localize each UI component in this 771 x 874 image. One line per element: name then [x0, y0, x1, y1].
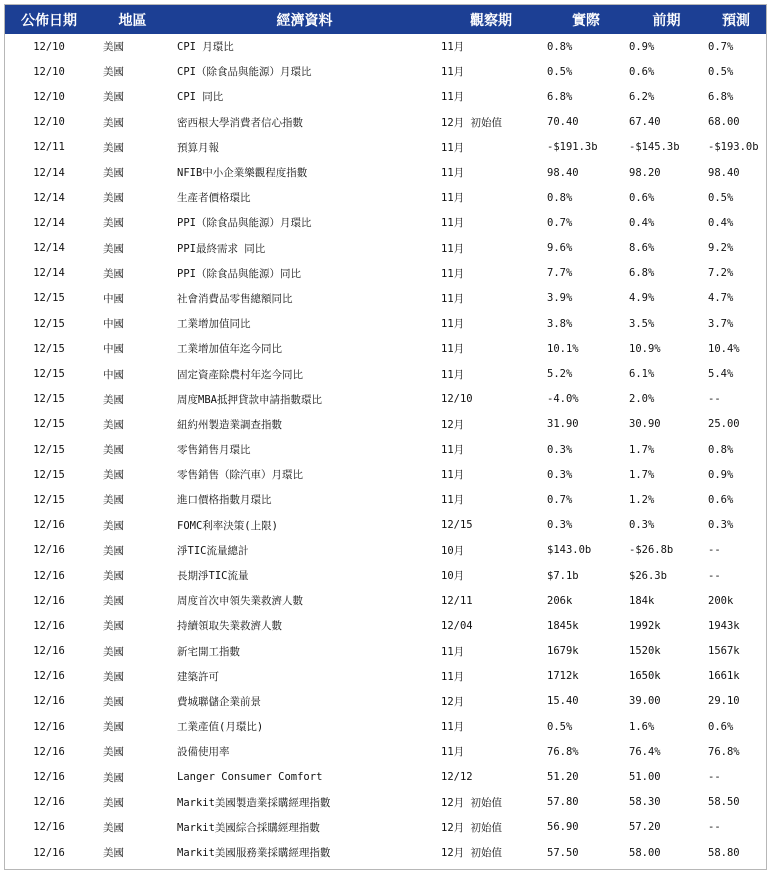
cell-date: 12/15: [33, 368, 65, 381]
cell-forecast: 25.00: [708, 418, 740, 431]
cell-forecast: --: [708, 569, 721, 582]
cell-date: 12/15: [33, 317, 65, 330]
cell-actual: 7.7%: [547, 267, 573, 280]
cell-period: 11月: [441, 444, 465, 457]
cell-indicator: 進口價格指數月環比: [177, 494, 272, 507]
cell-indicator: 新宅開工指數: [177, 645, 240, 658]
cell-actual: 56.90: [547, 821, 579, 834]
cell-forecast: 0.5%: [708, 191, 734, 204]
cell-actual: 5.2%: [547, 368, 573, 381]
cell-actual: 10.1%: [547, 342, 579, 355]
cell-actual: -$191.3b: [547, 141, 598, 154]
cell-period: 11月: [441, 167, 465, 180]
cell-period: 12月 初始值: [441, 821, 502, 834]
cell-actual: 15.40: [547, 695, 579, 708]
table-row: [5, 311, 766, 336]
cell-date: 12/10: [33, 116, 65, 129]
table-row: [5, 160, 766, 185]
cell-indicator: 社會消費品零售總額同比: [177, 292, 293, 305]
cell-date: 12/15: [33, 468, 65, 481]
cell-region: 美國: [103, 141, 124, 154]
cell-date: 12/14: [33, 216, 65, 229]
table-row: [5, 110, 766, 135]
table-row: [5, 437, 766, 462]
cell-previous: 1.7%: [629, 443, 655, 456]
cell-forecast: --: [708, 771, 721, 784]
cell-date: 12/16: [33, 846, 65, 859]
cell-actual: 0.3%: [547, 519, 573, 532]
table-row: [5, 361, 766, 386]
cell-actual: 0.3%: [547, 443, 573, 456]
cell-actual: 76.8%: [547, 745, 579, 758]
cell-period: 11月: [441, 343, 465, 356]
cell-indicator: 零售銷售（除汽車）月環比: [177, 469, 303, 482]
cell-period: 11月: [441, 91, 465, 104]
table-row: [5, 59, 766, 84]
cell-region: 中國: [103, 343, 124, 356]
cell-actual: $7.1b: [547, 569, 579, 582]
table-body: [5, 34, 766, 865]
cell-date: 12/14: [33, 191, 65, 204]
table-row: [5, 210, 766, 235]
table-row: [5, 588, 766, 613]
cell-previous: 57.20: [629, 821, 661, 834]
cell-forecast: 10.4%: [708, 342, 740, 355]
cell-region: 美國: [103, 519, 124, 532]
cell-period: 11月: [441, 494, 465, 507]
cell-previous: 76.4%: [629, 745, 661, 758]
table-row: [5, 462, 766, 487]
cell-forecast: 9.2%: [708, 242, 734, 255]
cell-forecast: 1567k: [708, 645, 740, 658]
cell-region: 美國: [103, 645, 124, 658]
cell-indicator: Langer Consumer Comfort: [177, 771, 323, 784]
cell-indicator: 生產者價格環比: [177, 192, 251, 205]
table-row: [5, 815, 766, 840]
table-row: [5, 840, 766, 865]
cell-previous: 98.20: [629, 166, 661, 179]
cell-date: 12/16: [33, 594, 65, 607]
cell-region: 美國: [103, 167, 124, 180]
cell-period: 11月: [441, 292, 465, 305]
cell-indicator: 零售銷售月環比: [177, 444, 251, 457]
cell-region: 美國: [103, 267, 124, 280]
cell-date: 12/10: [33, 65, 65, 78]
cell-previous: 1.6%: [629, 720, 655, 733]
cell-date: 12/16: [33, 745, 65, 758]
cell-previous: 10.9%: [629, 342, 661, 355]
cell-forecast: 200k: [708, 594, 734, 607]
cell-actual: 57.50: [547, 846, 579, 859]
cell-previous: 0.6%: [629, 65, 655, 78]
cell-region: 美國: [103, 41, 124, 54]
economic-calendar-table: [4, 4, 767, 870]
cell-indicator: 固定資產除農村年迄今同比: [177, 368, 303, 381]
cell-actual: 3.8%: [547, 317, 573, 330]
cell-actual: 0.3%: [547, 468, 573, 481]
cell-actual: 0.7%: [547, 493, 573, 506]
cell-indicator: 建築許可: [177, 670, 219, 683]
cell-actual: 206k: [547, 594, 573, 607]
cell-previous: 184k: [629, 594, 655, 607]
cell-date: 12/16: [33, 771, 65, 784]
cell-previous: 1520k: [629, 645, 661, 658]
cell-period: 10月: [441, 544, 465, 557]
cell-previous: 2.0%: [629, 393, 655, 406]
cell-actual: 0.7%: [547, 216, 573, 229]
cell-region: 中國: [103, 292, 124, 305]
cell-date: 12/15: [33, 493, 65, 506]
cell-indicator: NFIB中小企業樂觀程度指數: [177, 167, 308, 180]
cell-previous: 51.00: [629, 771, 661, 784]
cell-previous: 39.00: [629, 695, 661, 708]
cell-previous: 6.2%: [629, 90, 655, 103]
cell-region: 美國: [103, 544, 124, 557]
cell-forecast: 3.7%: [708, 317, 734, 330]
cell-previous: 0.9%: [629, 40, 655, 53]
cell-indicator: 工業增加值年迄今同比: [177, 343, 282, 356]
table-row: [5, 412, 766, 437]
cell-previous: 0.4%: [629, 216, 655, 229]
cell-forecast: 0.4%: [708, 216, 734, 229]
cell-date: 12/16: [33, 619, 65, 632]
cell-period: 12/10: [441, 393, 473, 406]
cell-forecast: 0.7%: [708, 40, 734, 53]
table-row: [5, 689, 766, 714]
cell-forecast: 68.00: [708, 116, 740, 129]
cell-date: 12/15: [33, 443, 65, 456]
cell-indicator: 周度MBA抵押貸款申請指數環比: [177, 393, 322, 406]
cell-previous: -$145.3b: [629, 141, 680, 154]
table-row: [5, 739, 766, 764]
table-row: [5, 613, 766, 638]
cell-date: 12/16: [33, 695, 65, 708]
cell-previous: 30.90: [629, 418, 661, 431]
cell-actual: 1845k: [547, 619, 579, 632]
cell-period: 12月: [441, 695, 465, 708]
header-previous: 前期: [652, 12, 681, 29]
table-row: [5, 664, 766, 689]
cell-region: 美國: [103, 821, 124, 834]
cell-previous: 0.6%: [629, 191, 655, 204]
header-row: [5, 5, 766, 34]
cell-region: 美國: [103, 721, 124, 734]
cell-previous: 1650k: [629, 670, 661, 683]
cell-region: 美國: [103, 469, 124, 482]
table-row: [5, 286, 766, 311]
cell-actual: 9.6%: [547, 242, 573, 255]
table-row: [5, 714, 766, 739]
cell-actual: 98.40: [547, 166, 579, 179]
table-row: [5, 387, 766, 412]
cell-date: 12/16: [33, 519, 65, 532]
cell-date: 12/15: [33, 292, 65, 305]
cell-region: 美國: [103, 670, 124, 683]
cell-period: 11月: [441, 318, 465, 331]
cell-indicator: FOMC利率決策(上限): [177, 519, 278, 532]
cell-period: 12/04: [441, 619, 473, 632]
cell-actual: 51.20: [547, 771, 579, 784]
cell-indicator: 工業增加值同比: [177, 318, 251, 331]
cell-previous: 8.6%: [629, 242, 655, 255]
cell-previous: 3.5%: [629, 317, 655, 330]
cell-forecast: 58.80: [708, 846, 740, 859]
cell-date: 12/16: [33, 544, 65, 557]
cell-actual: 31.90: [547, 418, 579, 431]
cell-date: 12/16: [33, 569, 65, 582]
cell-previous: $26.3b: [629, 569, 667, 582]
cell-region: 中國: [103, 368, 124, 381]
cell-region: 美國: [103, 847, 124, 860]
cell-period: 11月: [441, 217, 465, 230]
cell-date: 12/16: [33, 720, 65, 733]
table-row: [5, 639, 766, 664]
cell-forecast: 0.8%: [708, 443, 734, 456]
cell-forecast: --: [708, 544, 721, 557]
cell-forecast: 1943k: [708, 619, 740, 632]
table-row: [5, 34, 766, 59]
table-row: [5, 764, 766, 789]
cell-forecast: 6.8%: [708, 90, 734, 103]
cell-forecast: 76.8%: [708, 745, 740, 758]
cell-forecast: 7.2%: [708, 267, 734, 280]
cell-indicator: 密西根大學消費者信心指數: [177, 116, 303, 129]
cell-region: 美國: [103, 66, 124, 79]
cell-date: 12/14: [33, 242, 65, 255]
cell-previous: 1992k: [629, 619, 661, 632]
cell-region: 美國: [103, 91, 124, 104]
cell-period: 11月: [441, 66, 465, 79]
table-row: [5, 84, 766, 109]
table-row: [5, 261, 766, 286]
cell-actual: 6.8%: [547, 90, 573, 103]
table-row: [5, 185, 766, 210]
table-row: [5, 513, 766, 538]
cell-region: 美國: [103, 570, 124, 583]
cell-indicator: 費城聯儲企業前景: [177, 695, 261, 708]
cell-date: 12/16: [33, 821, 65, 834]
cell-period: 11月: [441, 746, 465, 759]
cell-date: 12/15: [33, 342, 65, 355]
cell-forecast: 0.6%: [708, 493, 734, 506]
cell-region: 美國: [103, 116, 124, 129]
cell-period: 12月 初始值: [441, 796, 502, 809]
cell-previous: 4.9%: [629, 292, 655, 305]
cell-indicator: PPI（除食品與能源）月環比: [177, 217, 312, 230]
cell-period: 11月: [441, 645, 465, 658]
table-row: [5, 336, 766, 361]
cell-date: 12/15: [33, 418, 65, 431]
cell-date: 12/16: [33, 645, 65, 658]
cell-previous: 1.2%: [629, 493, 655, 506]
cell-previous: 1.7%: [629, 468, 655, 481]
cell-indicator: 持續領取失業救濟人數: [177, 620, 282, 633]
cell-actual: 1712k: [547, 670, 579, 683]
cell-region: 美國: [103, 620, 124, 633]
cell-indicator: Markit美國製造業採購經理指數: [177, 796, 331, 809]
cell-region: 美國: [103, 242, 124, 255]
cell-period: 11月: [441, 469, 465, 482]
cell-indicator: 預算月報: [177, 141, 219, 154]
cell-indicator: Markit美國服務業採購經理指數: [177, 847, 331, 860]
cell-actual: 3.9%: [547, 292, 573, 305]
header-release-date: 公佈日期: [21, 12, 77, 29]
cell-date: 12/10: [33, 40, 65, 53]
cell-date: 12/11: [33, 141, 65, 154]
cell-previous: 58.30: [629, 796, 661, 809]
cell-forecast: 0.6%: [708, 720, 734, 733]
cell-forecast: 0.5%: [708, 65, 734, 78]
cell-forecast: 1661k: [708, 670, 740, 683]
cell-region: 美國: [103, 444, 124, 457]
cell-forecast: 4.7%: [708, 292, 734, 305]
cell-previous: 67.40: [629, 116, 661, 129]
cell-forecast: 29.10: [708, 695, 740, 708]
cell-indicator: 設備使用率: [177, 746, 230, 759]
cell-period: 12月: [441, 418, 465, 431]
cell-indicator: 長期淨TIC流量: [177, 570, 249, 583]
data-table: [5, 5, 766, 865]
table-row: [5, 790, 766, 815]
cell-actual: $143.0b: [547, 544, 592, 557]
cell-date: 12/14: [33, 166, 65, 179]
cell-indicator: CPI（除食品與能源）月環比: [177, 66, 312, 79]
cell-region: 中國: [103, 318, 124, 331]
cell-date: 12/14: [33, 267, 65, 280]
cell-actual: 0.8%: [547, 191, 573, 204]
cell-period: 11月: [441, 41, 465, 54]
cell-actual: -4.0%: [547, 393, 579, 406]
cell-actual: 1679k: [547, 645, 579, 658]
cell-indicator: PPI最終需求 同比: [177, 242, 266, 255]
cell-region: 美國: [103, 192, 124, 205]
cell-forecast: 98.40: [708, 166, 740, 179]
cell-forecast: --: [708, 393, 721, 406]
cell-indicator: Markit美國綜合採購經理指數: [177, 821, 320, 834]
table-row: [5, 236, 766, 261]
cell-region: 美國: [103, 771, 124, 784]
cell-date: 12/15: [33, 393, 65, 406]
cell-previous: 58.00: [629, 846, 661, 859]
cell-date: 12/16: [33, 670, 65, 683]
table-row: [5, 487, 766, 512]
cell-indicator: PPI（除食品與能源）同比: [177, 267, 301, 280]
header-period: 觀察期: [470, 12, 512, 29]
cell-region: 美國: [103, 796, 124, 809]
header-region: 地區: [118, 12, 147, 29]
table-row: [5, 135, 766, 160]
cell-region: 美國: [103, 393, 124, 406]
cell-indicator: 工業產值(月環比): [177, 721, 264, 734]
cell-indicator: 周度首次申領失業救濟人數: [177, 595, 303, 608]
table-row: [5, 538, 766, 563]
cell-indicator: 淨TIC流量總計: [177, 544, 249, 557]
cell-region: 美國: [103, 595, 124, 608]
header-actual: 實際: [572, 12, 600, 29]
cell-previous: 6.8%: [629, 267, 655, 280]
cell-actual: 57.80: [547, 796, 579, 809]
header-forecast: 預測: [722, 12, 750, 29]
cell-actual: 0.8%: [547, 40, 573, 53]
cell-actual: 0.5%: [547, 720, 573, 733]
cell-period: 11月: [441, 192, 465, 205]
cell-period: 12月 初始值: [441, 847, 502, 860]
cell-actual: 0.5%: [547, 65, 573, 78]
cell-region: 美國: [103, 695, 124, 708]
cell-date: 12/16: [33, 796, 65, 809]
cell-previous: 6.1%: [629, 368, 655, 381]
cell-region: 美國: [103, 494, 124, 507]
cell-forecast: 5.4%: [708, 368, 734, 381]
cell-period: 11月: [441, 721, 465, 734]
header-indicator: 經濟資料: [276, 12, 333, 29]
cell-previous: 0.3%: [629, 519, 655, 532]
cell-period: 12月 初始值: [441, 116, 502, 129]
cell-region: 美國: [103, 418, 124, 431]
cell-period: 12/11: [441, 594, 473, 607]
cell-previous: -$26.8b: [629, 544, 674, 557]
cell-period: 11月: [441, 368, 465, 381]
cell-indicator: CPI 月環比: [177, 41, 234, 54]
cell-indicator: 紐約州製造業調查指數: [177, 418, 282, 431]
table-row: [5, 563, 766, 588]
cell-forecast: --: [708, 821, 721, 834]
cell-period: 11月: [441, 670, 465, 683]
cell-period: 12/15: [441, 519, 473, 532]
cell-period: 11月: [441, 267, 465, 280]
cell-period: 12/12: [441, 771, 473, 784]
cell-actual: 70.40: [547, 116, 579, 129]
cell-region: 美國: [103, 746, 124, 759]
cell-period: 11月: [441, 242, 465, 255]
cell-forecast: -$193.0b: [708, 141, 759, 154]
cell-forecast: 0.3%: [708, 519, 734, 532]
cell-forecast: 0.9%: [708, 468, 734, 481]
cell-date: 12/10: [33, 90, 65, 103]
cell-region: 美國: [103, 217, 124, 230]
cell-indicator: CPI 同比: [177, 91, 224, 104]
cell-forecast: 58.50: [708, 796, 740, 809]
cell-period: 11月: [441, 141, 465, 154]
cell-period: 10月: [441, 570, 465, 583]
